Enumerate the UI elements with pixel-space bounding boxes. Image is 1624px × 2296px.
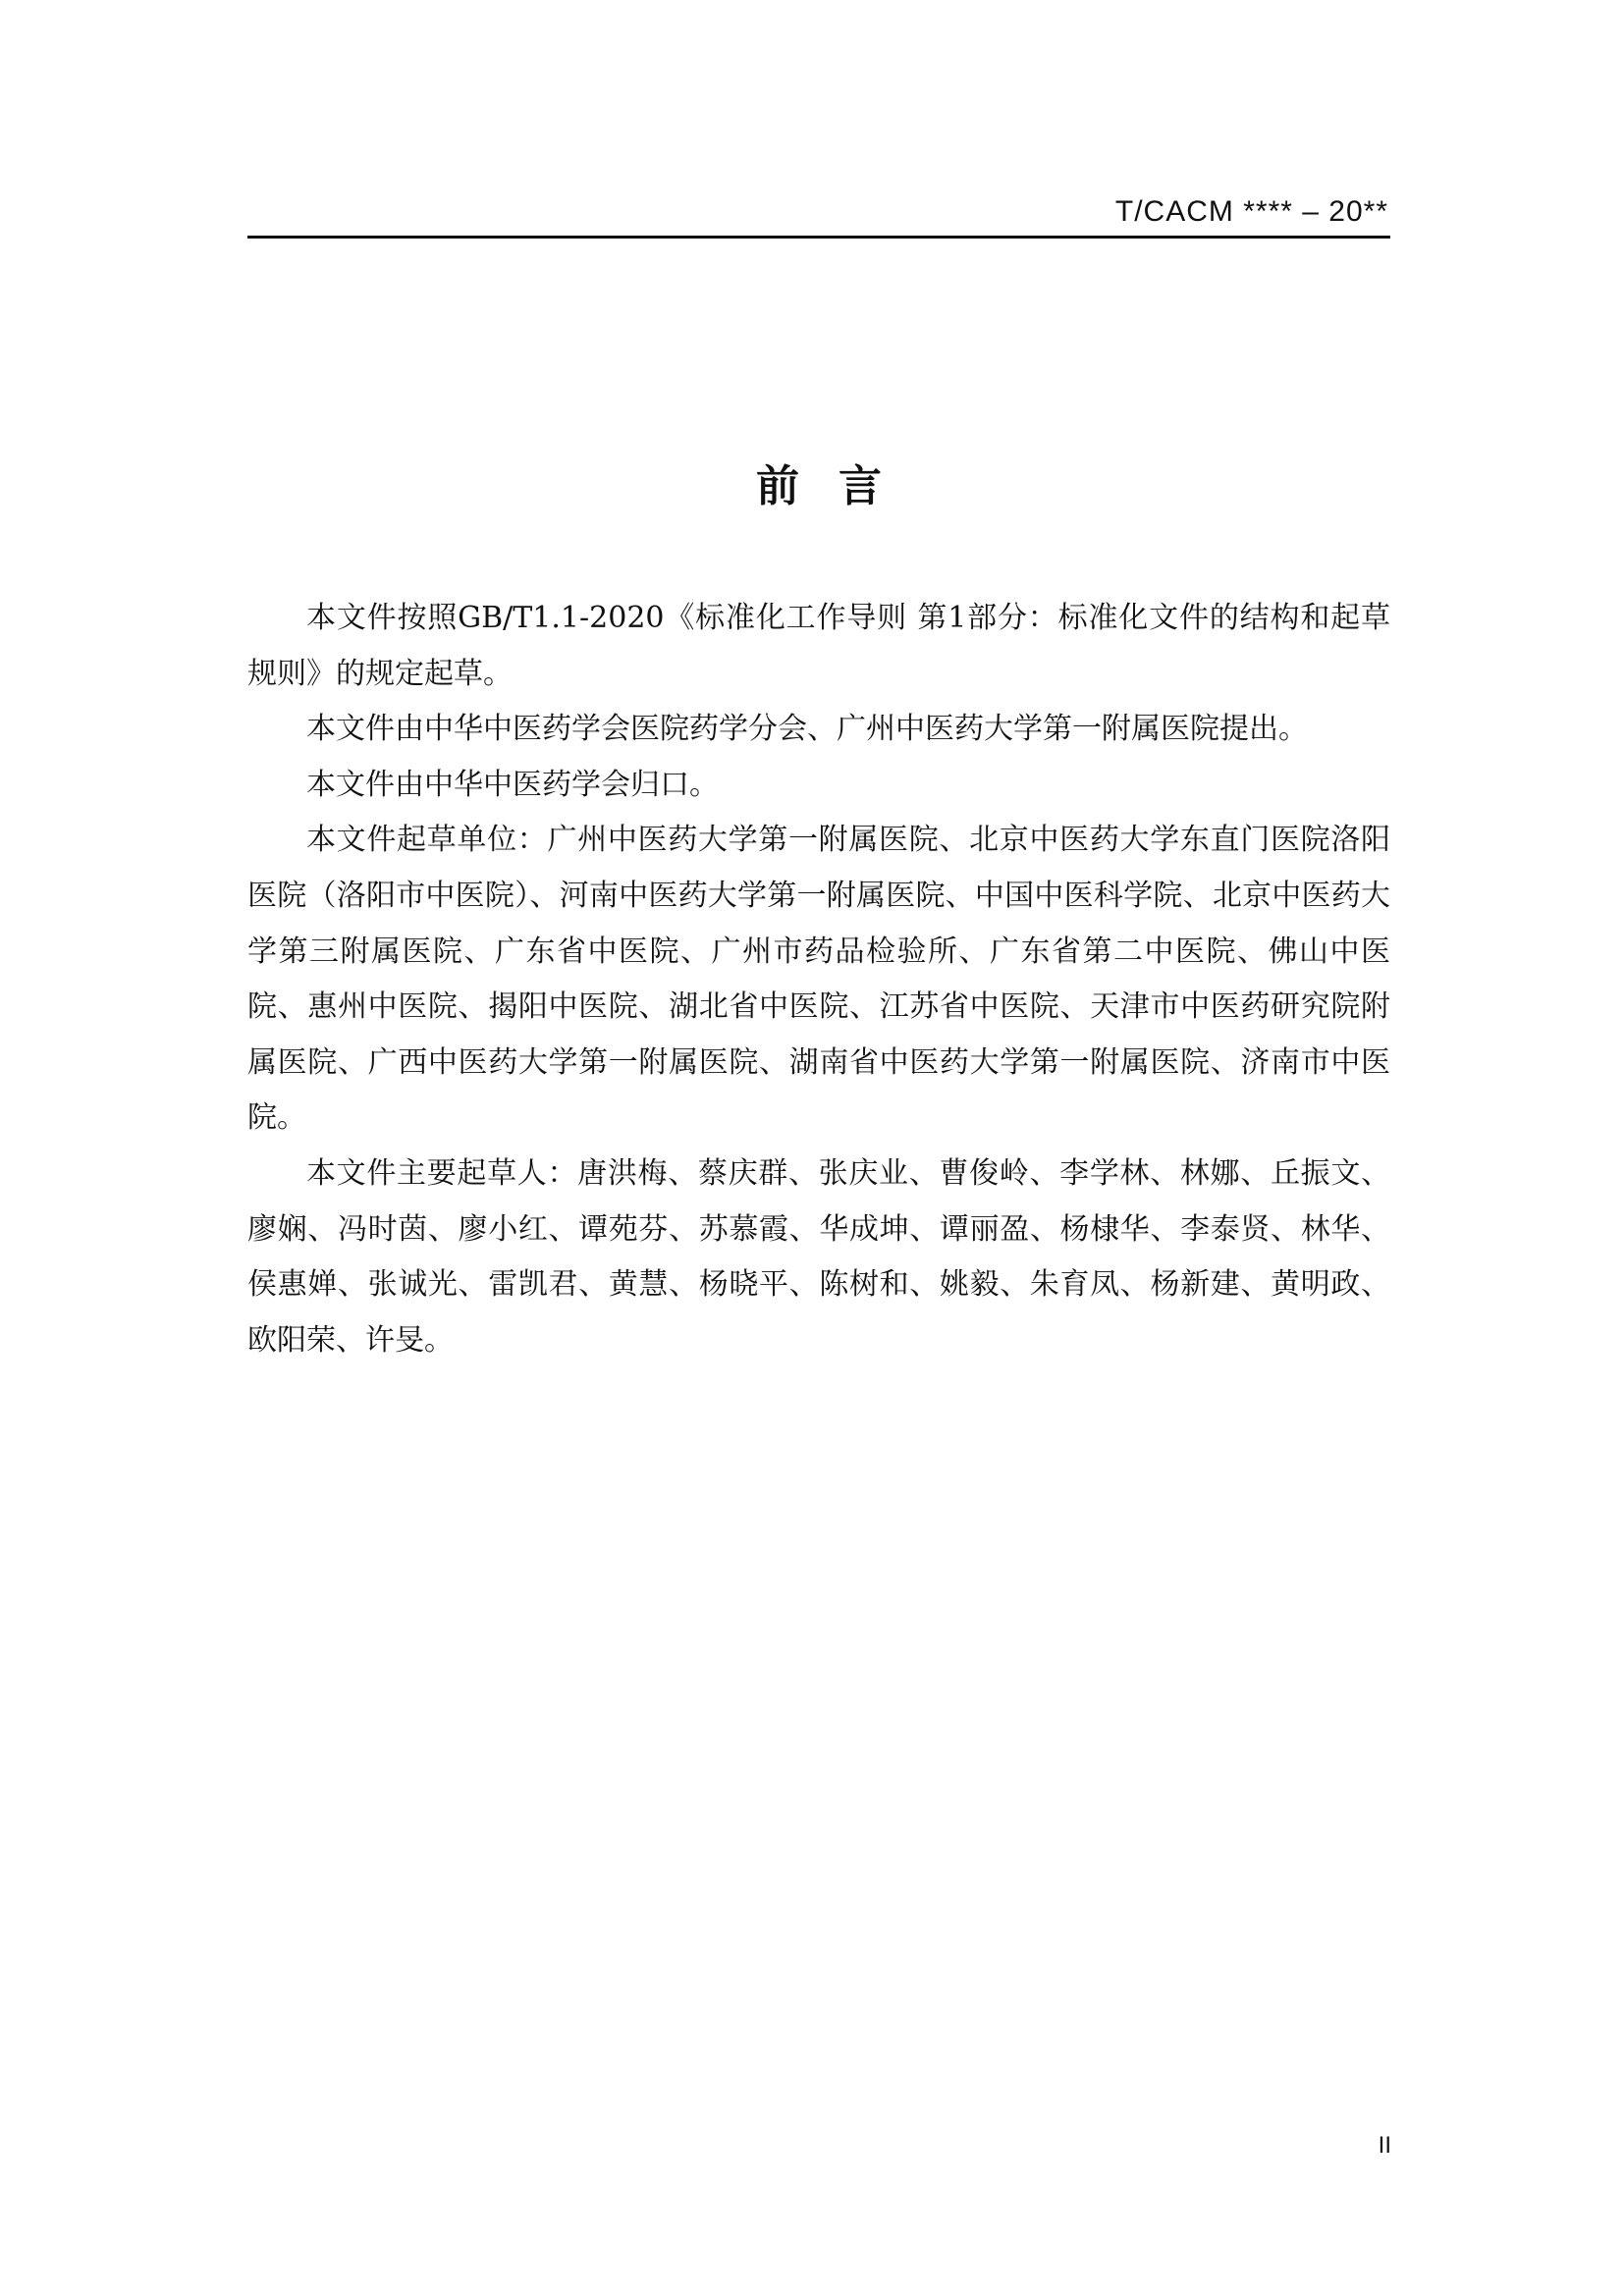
page-number: II <box>1378 2132 1391 2159</box>
preface-body <box>247 591 1390 1368</box>
paragraph-centralized-unit: 本文件由中华中医药学会归口。 <box>306 767 719 802</box>
paragraph-proposer: 本文件由中华中医药学会医院药学分会、广州中医药大学第一附属医院提出。 <box>306 712 1308 747</box>
page-header <box>247 192 1390 239</box>
paragraph-main-drafters: 本文件主要起草人：唐洪梅、蔡庆群、张庆业、曹俊岭、李学林、林娜、丘振文、廖娴、冯时茵、廖小红、谭苑芬、苏慕霞、华成坤、谭丽盈、杨棣华、李泰贤、林华、侯惠婵、张诚光、雷凯君、黄慧、杨晓平、陈树和、姚毅、朱育凤、杨新建、黄明政、欧阳荣、许旻。 <box>247 1155 1390 1358</box>
paragraph-drafting-units: 本文件起草单位：广州中医药大学第一附属医院、北京中医药大学东直门医院洛阳医院（洛阳市中医院）、河南中医药大学第一附属医院、中国中医科学院、北京中医药大学第三附属医院、广东省中医院、广州市药品检验所、广东省第二中医院、佛山中医院、惠州中医院、揭阳中医院、湖北省中医院、江苏省中医院、天津市中医药研究院附属医院、广西中医药大学第一附属医院、湖南省中医药大学第一附属医院、济南市中医院。 <box>247 823 1390 1136</box>
preface-title: 前言 <box>756 461 921 511</box>
paragraph-drafting-rules: 本文件按照GB/T1.1-2020《标准化工作导则 第1部分：标准化文件的结构和起草规则》的规定起草。 <box>247 601 1390 691</box>
document-code: T/CACM **** – 20** <box>1114 195 1388 228</box>
